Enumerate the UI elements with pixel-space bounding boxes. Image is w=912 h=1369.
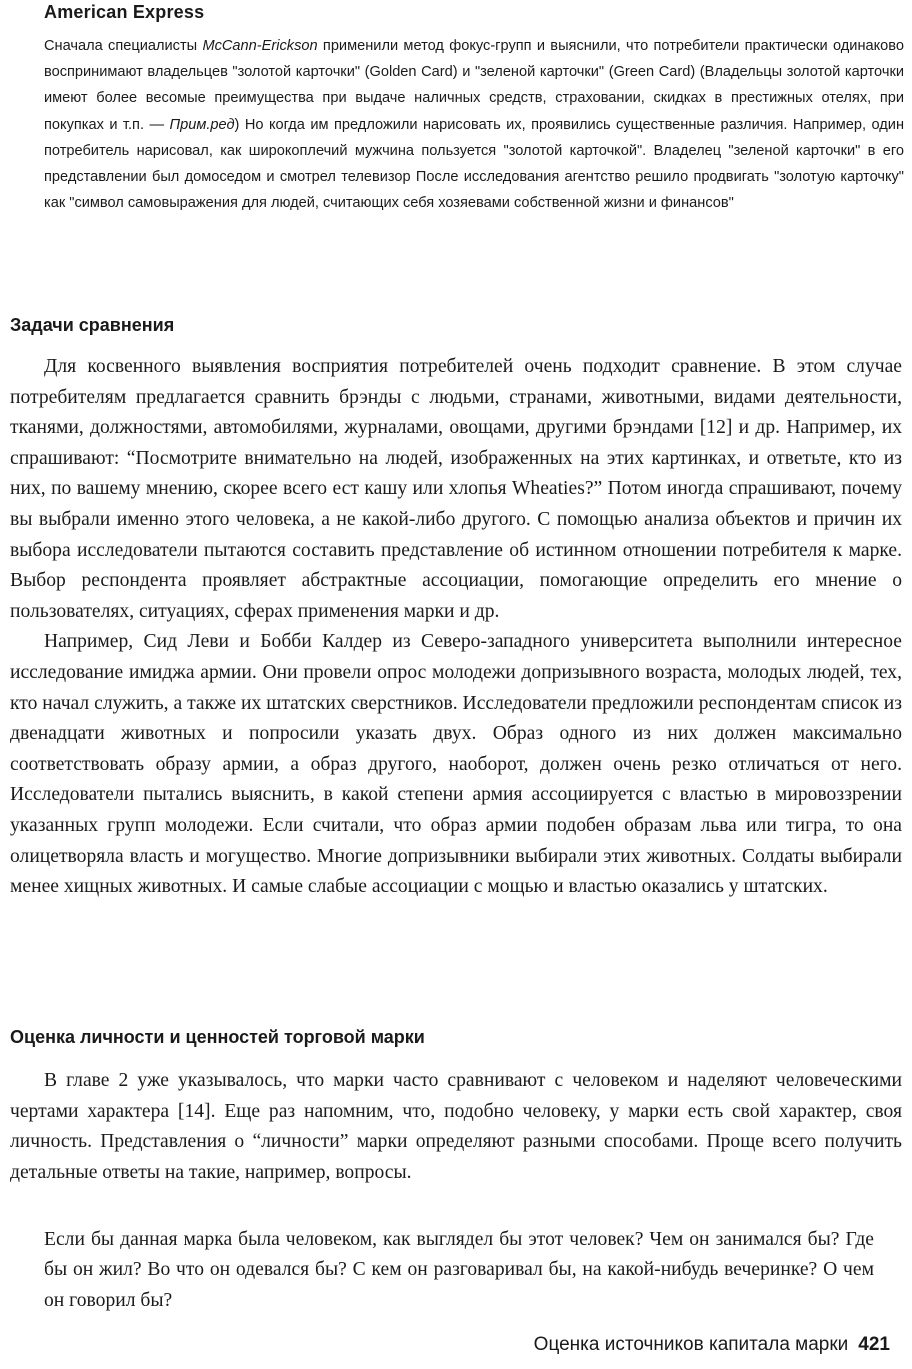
sidebar-box-company: McCann-Erickson bbox=[202, 38, 318, 54]
sidebar-box-editor-note: Прим.ред bbox=[169, 116, 235, 133]
sidebar-box-title: American Express bbox=[44, 2, 205, 22]
sidebar-box-text-part2: применили метод фокус-групп и выяснили, что потребители практически одинаково воспринимают владельцев "золотой карточки" (Golden Card) и "зеленой карточки" (Green Card) (Владельцы золотой карточки имеют более весомые преимущества при выдаче наличных средств, страховании, скидках в престижных отелях, при покупках и т.п. — bbox=[44, 38, 905, 133]
sidebar-box-text bbox=[44, 33, 904, 216]
section-heading-personality: Оценка личности и ценностей торговой марки bbox=[10, 1027, 425, 1047]
paragraph: Например, Сид Леви и Бобби Калдер из Северо-западного университета выполнили интересное исследование имиджа армии. Они провели опрос молодежи допризывного возраста, молодых людей, тех, кто начал служить, а также их штатских сверстников. Исследователи предложили респондентам список из двенадцати животных и попросили указать двух. Образ одного из них должен максимально соответствовать образу армии, а образ другого, наоборот, должен очень резко отличаться от него. Исследователи пытались выяснить, в какой степени армия ассоциируется с властью в мировоззрении указанных групп молодежи. Если считали, что образ армии подобен образам льва или тигра, то она олицетворяла власть и могущество. Многие допризывники выбирали этих животных. Солдаты выбирали менее хищных животных. И самые слабые ассоциации с мощью и властью оказались у штатских. bbox=[10, 631, 902, 898]
sidebar-box-text-part1: Сначала специалисты bbox=[44, 38, 203, 54]
section-compare-body bbox=[10, 352, 902, 903]
paragraph: В главе 2 уже указывалось, что марки часто сравнивают с человеком и наделяют человеческими чертами характера [14]. Еще раз напомним, что, подобно человеку, у марки есть свой характер, своя личность. Представления о “личности” марки определяют разными способами. Проще всего получить детальные ответы на такие, например, вопросы. bbox=[10, 1070, 902, 1183]
section-personality-body bbox=[10, 1066, 902, 1188]
sidebar-box-text-part3: ) Но когда им предложили нарисовать их, проявились существенные различия. Например, один потребитель нарисовал, как широкоплечий мужчина пользуется "золотой карточкой". Владелец "зеленой карточки" в его представлении был домоседом и смотрел телевизор После исследования агентство решило продвигать "золотую карточку" как "символ самовыражения для людей, считающих себя хозяевами собственной жизни и финансов" bbox=[44, 116, 904, 212]
page-number: 421 bbox=[858, 1334, 890, 1355]
running-title: Оценка источников капитала марки bbox=[533, 1334, 849, 1355]
page-footer bbox=[534, 1334, 890, 1356]
section-heading-compare: Задачи сравнения bbox=[10, 315, 175, 335]
paragraph: Для косвенного выявления восприятия потребителей очень подходит сравнение. В этом случае потребителям предлагается сравнить брэнды с людьми, странами, животными, видами деятельности, тканями, должностями, автомобилями, журналами, овощами, другими брэндами [12] и др. Например, их спрашивают: “Посмотрите внимательно на людей, изображенных на этих картинках, и ответьте, кто из них, по вашему мнению, скорее всего ест кашу или хлопья Wheaties?” Потом иногда спрашивают, почему вы выбрали именно этого человека, а не какой-либо другого. С помощью анализа объектов и причин их выбора исследователи пытаются составить представление об истинном отношении потребителя к марке. Выбор респондента проявляет абстрактные ассоциации, помогающие определить его мнение о пользователях, ситуациях, сферах применения марки и др. bbox=[10, 356, 902, 622]
question-block: Если бы данная марка была человеком, как выглядел бы этот человек? Чем он занимался бы? Где бы он жил? Во что он одевался бы? С кем он разговаривал бы, на какой-нибудь вечеринке? О чем он говорил бы? bbox=[44, 1229, 874, 1311]
